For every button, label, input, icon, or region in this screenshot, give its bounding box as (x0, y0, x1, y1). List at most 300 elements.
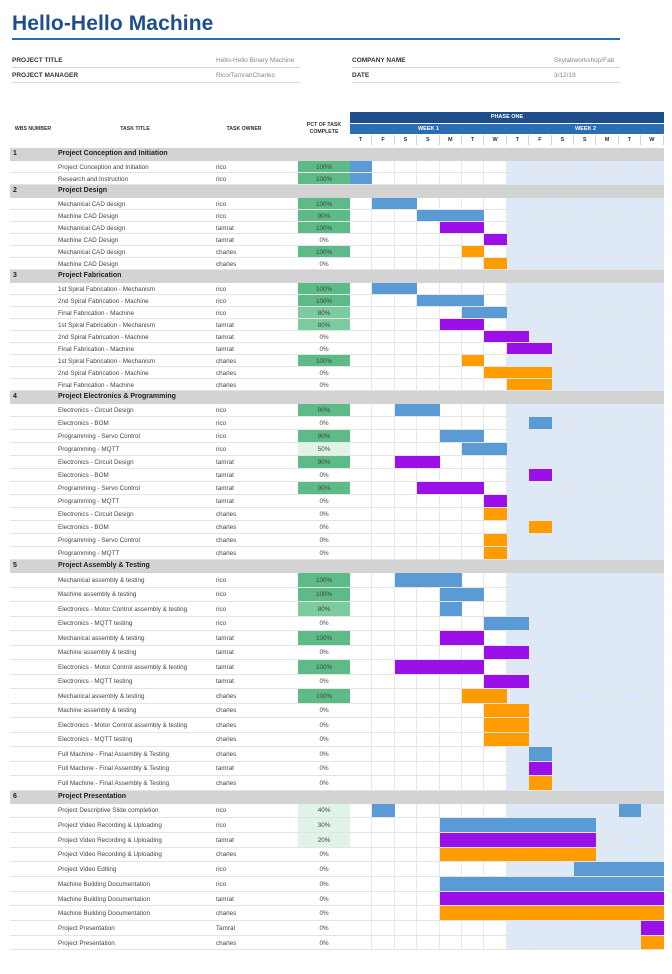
task-row[interactable] (10, 762, 664, 777)
task-row[interactable] (10, 343, 664, 355)
phase-number: 3 (13, 272, 17, 279)
timeline-cell (350, 906, 372, 920)
timeline-cell (596, 456, 618, 468)
task-row[interactable] (10, 776, 664, 791)
timeline-cell (507, 602, 529, 616)
task-pct: 0% (319, 472, 329, 479)
timeline-cell (440, 921, 462, 935)
timeline-cell (350, 762, 372, 776)
timeline-cell (574, 469, 596, 481)
task-bar[interactable] (462, 355, 484, 366)
task-bar[interactable] (462, 246, 484, 257)
task-bar[interactable] (440, 631, 485, 645)
timeline-cell (417, 198, 439, 209)
task-bar[interactable] (440, 906, 664, 920)
task-bar[interactable] (440, 319, 485, 330)
timeline-cell (619, 818, 641, 832)
task-owner: rico (216, 420, 227, 427)
timeline-cell (574, 547, 596, 559)
task-row[interactable] (10, 331, 664, 343)
task-bar[interactable] (484, 234, 506, 245)
task-row[interactable] (10, 704, 664, 719)
task-pct: 100% (315, 576, 333, 584)
timeline-cell (619, 508, 641, 520)
timeline-cell (574, 482, 596, 494)
timeline-grid (350, 547, 664, 559)
timeline-cell (484, 588, 506, 602)
task-row[interactable] (10, 355, 664, 367)
timeline-cell (641, 469, 663, 481)
task-bar[interactable] (484, 495, 506, 507)
timeline-cell (619, 588, 641, 602)
task-row[interactable] (10, 718, 664, 733)
task-bar[interactable] (529, 417, 551, 429)
timeline-cell (440, 733, 462, 747)
timeline-cell (484, 319, 506, 330)
timeline-cell (417, 921, 439, 935)
timeline-cell (350, 588, 372, 602)
timeline-cell (529, 547, 551, 559)
task-pct: 0% (319, 620, 329, 628)
timeline-grid (350, 617, 664, 631)
task-bar[interactable] (529, 469, 551, 481)
timeline-cell (372, 733, 394, 747)
task-bar[interactable] (484, 508, 506, 520)
task-row[interactable] (10, 443, 664, 456)
task-pct: 100% (315, 163, 333, 171)
timeline-cell (417, 379, 439, 390)
timeline-cell (552, 573, 574, 587)
task-row[interactable] (10, 417, 664, 430)
timeline-cell (350, 482, 372, 494)
timeline-cell (641, 804, 663, 818)
timeline-cell (484, 295, 506, 306)
timeline-cell (552, 283, 574, 294)
task-row[interactable] (10, 588, 664, 603)
timeline-cell (350, 892, 372, 906)
timeline-cell (574, 161, 596, 172)
timeline-cell (574, 689, 596, 703)
day-header: T (507, 135, 529, 145)
timeline-cell (641, 443, 663, 455)
task-bar[interactable] (484, 617, 529, 631)
timeline-cell (440, 617, 462, 631)
task-bar[interactable] (440, 588, 485, 602)
timeline-cell (596, 762, 618, 776)
timeline-cell (529, 508, 551, 520)
timeline-cell (350, 631, 372, 645)
timeline-cell (596, 379, 618, 390)
task-owner: charles (216, 736, 237, 744)
task-title: Electronics - Circuit Design (58, 459, 134, 466)
task-bar[interactable] (484, 367, 551, 378)
task-bar[interactable] (462, 689, 507, 703)
task-bar[interactable] (440, 222, 485, 233)
timeline-cell (552, 331, 574, 342)
task-bar[interactable] (440, 430, 485, 442)
task-row[interactable] (10, 877, 664, 892)
phase-name: Project Assembly & Testing (58, 562, 150, 569)
task-row[interactable] (10, 921, 664, 936)
timeline-cell (395, 331, 417, 342)
timeline-cell (574, 246, 596, 257)
timeline-cell (552, 161, 574, 172)
timeline-grid (350, 319, 664, 330)
task-row[interactable] (10, 469, 664, 482)
task-owner: rico (216, 433, 227, 440)
task-bar[interactable] (440, 833, 597, 847)
task-title: Mechanical assembly & testing (58, 576, 145, 584)
timeline-cell (417, 343, 439, 354)
timeline-cell (484, 283, 506, 294)
timeline-cell (462, 646, 484, 660)
task-pct: 100% (315, 357, 333, 365)
timeline-cell (574, 343, 596, 354)
task-row[interactable] (10, 602, 664, 617)
task-owner: charles (216, 511, 237, 518)
day-header: F (529, 135, 551, 145)
timeline-cell (462, 508, 484, 520)
task-row[interactable] (10, 173, 664, 185)
task-row[interactable] (10, 733, 664, 748)
task-row[interactable] (10, 617, 664, 632)
task-bar[interactable] (395, 573, 462, 587)
timeline-cell (619, 379, 641, 390)
task-bar[interactable] (417, 482, 484, 494)
timeline-cell (462, 331, 484, 342)
timeline-cell (350, 573, 372, 587)
timeline-cell (440, 404, 462, 416)
task-row[interactable] (10, 283, 664, 295)
task-bar[interactable] (507, 379, 552, 390)
task-owner: tamrat (216, 345, 234, 353)
task-bar[interactable] (350, 161, 372, 172)
task-bar[interactable] (484, 646, 529, 660)
timeline-cell (372, 646, 394, 660)
timeline-cell (417, 430, 439, 442)
task-bar[interactable] (484, 733, 529, 747)
timeline-cell (596, 617, 618, 631)
task-bar[interactable] (462, 307, 507, 318)
timeline-grid (350, 776, 664, 790)
timeline-cell (552, 482, 574, 494)
day-header: F (372, 135, 394, 145)
timeline-cell (372, 588, 394, 602)
timeline-cell (417, 331, 439, 342)
timeline-cell (350, 804, 372, 818)
timeline-cell (417, 675, 439, 689)
timeline-cell (507, 430, 529, 442)
timeline-cell (641, 319, 663, 330)
timeline-cell (641, 689, 663, 703)
timeline-cell (596, 246, 618, 257)
timeline-cell (395, 906, 417, 920)
task-row[interactable] (10, 456, 664, 469)
timeline-grid (350, 246, 664, 257)
task-bar[interactable] (574, 862, 664, 876)
timeline-cell (552, 295, 574, 306)
task-pct: 0% (319, 381, 329, 389)
timeline-cell (552, 762, 574, 776)
timeline-cell (596, 495, 618, 507)
timeline-cell (619, 367, 641, 378)
task-owner: charles (216, 357, 237, 365)
task-row[interactable] (10, 646, 664, 661)
task-bar[interactable] (484, 675, 529, 689)
task-bar[interactable] (641, 936, 663, 950)
timeline-cell (395, 482, 417, 494)
task-bar[interactable] (417, 210, 484, 221)
timeline-grid (350, 173, 664, 184)
task-row[interactable] (10, 258, 664, 270)
task-row[interactable] (10, 246, 664, 258)
timeline-cell (417, 818, 439, 832)
timeline-cell (507, 534, 529, 546)
task-row[interactable] (10, 295, 664, 307)
task-row[interactable] (10, 804, 664, 819)
timeline-grid (350, 718, 664, 732)
task-row[interactable] (10, 534, 664, 547)
task-bar[interactable] (507, 343, 552, 354)
task-bar[interactable] (440, 602, 462, 616)
timeline-cell (372, 776, 394, 790)
task-bar[interactable] (484, 258, 506, 269)
task-title: Full Machine - Final Assembly & Testing (58, 750, 170, 758)
timeline-cell (372, 762, 394, 776)
task-row[interactable] (10, 547, 664, 560)
timeline-cell (529, 319, 551, 330)
timeline-cell (619, 762, 641, 776)
timeline-cell (596, 646, 618, 660)
task-bar[interactable] (484, 331, 529, 342)
task-bar[interactable] (372, 283, 417, 294)
timeline-grid (350, 521, 664, 533)
task-row[interactable] (10, 936, 664, 951)
task-row[interactable] (10, 307, 664, 319)
timeline-cell (619, 307, 641, 318)
task-row[interactable] (10, 675, 664, 690)
timeline-cell (350, 379, 372, 390)
task-bar[interactable] (395, 660, 485, 674)
timeline-cell (641, 776, 663, 790)
timeline-cell (484, 660, 506, 674)
timeline-cell (619, 936, 641, 950)
task-bar[interactable] (484, 718, 529, 732)
col-header-wbs: WBS NUMBER (14, 126, 52, 132)
timeline-cell (372, 161, 394, 172)
task-row[interactable] (10, 210, 664, 222)
task-row[interactable] (10, 222, 664, 234)
task-pct: 0% (319, 236, 329, 244)
task-owner: charles (216, 692, 237, 700)
task-row[interactable] (10, 892, 664, 907)
task-row[interactable] (10, 508, 664, 521)
task-row[interactable] (10, 660, 664, 675)
timeline-cell (372, 222, 394, 233)
task-bar[interactable] (372, 198, 417, 209)
timeline-cell (596, 355, 618, 366)
timeline-cell (395, 733, 417, 747)
task-owner: charles (216, 537, 237, 544)
timeline-cell (417, 173, 439, 184)
phase-name: Project Design (58, 187, 108, 194)
task-row[interactable] (10, 161, 664, 173)
task-row[interactable] (10, 906, 664, 921)
task-row[interactable] (10, 521, 664, 534)
task-bar[interactable] (395, 456, 440, 468)
timeline-grid (350, 646, 664, 660)
timeline-cell (596, 283, 618, 294)
col-header-owner: TASK OWNER (226, 126, 262, 132)
task-row[interactable] (10, 379, 664, 391)
task-row[interactable] (10, 818, 664, 833)
timeline-cell (619, 469, 641, 481)
task-row[interactable] (10, 198, 664, 210)
timeline-cell (350, 508, 372, 520)
task-owner: rico (216, 620, 227, 628)
timeline-cell (350, 283, 372, 294)
task-row[interactable] (10, 848, 664, 863)
task-row[interactable] (10, 319, 664, 331)
timeline-cell (350, 495, 372, 507)
timeline-cell (372, 343, 394, 354)
project-title-value: Hello-Hello Binary Machine (216, 57, 295, 64)
task-bar[interactable] (417, 295, 484, 306)
task-bar[interactable] (484, 534, 506, 546)
timeline-cell (619, 646, 641, 660)
timeline-cell (484, 173, 506, 184)
timeline-cell (395, 718, 417, 732)
timeline-cell (440, 469, 462, 481)
timeline-cell (395, 521, 417, 533)
timeline-cell (395, 776, 417, 790)
task-bar[interactable] (529, 762, 551, 776)
timeline-cell (574, 210, 596, 221)
timeline-cell (529, 456, 551, 468)
timeline-grid (350, 367, 664, 378)
timeline-cell (619, 547, 641, 559)
timeline-cell (641, 762, 663, 776)
task-bar[interactable] (529, 747, 551, 761)
task-title: Final Fabrication - Machine (58, 345, 134, 353)
task-title: Electronics - BOM (58, 420, 109, 427)
task-bar[interactable] (440, 877, 664, 891)
timeline-cell (619, 495, 641, 507)
timeline-cell (440, 521, 462, 533)
task-title: Mechanical assembly & testing (58, 634, 145, 642)
timeline-cell (395, 921, 417, 935)
task-bar[interactable] (350, 173, 372, 184)
timeline-cell (372, 573, 394, 587)
timeline-cell (596, 307, 618, 318)
task-pct: 0% (319, 895, 329, 903)
task-row[interactable] (10, 689, 664, 704)
task-bar[interactable] (440, 892, 664, 906)
task-row[interactable] (10, 367, 664, 379)
timeline-cell (372, 210, 394, 221)
timeline-cell (641, 521, 663, 533)
timeline-cell (350, 222, 372, 233)
task-owner: charles (216, 707, 237, 715)
task-title: Electronics - MQTT testing (58, 620, 133, 628)
timeline-cell (372, 906, 394, 920)
task-bar[interactable] (440, 848, 597, 862)
task-row[interactable] (10, 573, 664, 588)
task-bar[interactable] (484, 704, 529, 718)
task-row[interactable] (10, 833, 664, 848)
timeline-cell (462, 776, 484, 790)
timeline-cell (552, 718, 574, 732)
timeline-cell (619, 343, 641, 354)
timeline-cell (350, 704, 372, 718)
timeline-cell (395, 258, 417, 269)
task-bar[interactable] (619, 804, 641, 818)
timeline-cell (484, 355, 506, 366)
timeline-cell (574, 258, 596, 269)
task-row[interactable] (10, 862, 664, 877)
timeline-cell (596, 367, 618, 378)
timeline-cell (395, 319, 417, 330)
timeline-cell (462, 617, 484, 631)
timeline-cell (440, 862, 462, 876)
task-bar[interactable] (484, 547, 506, 559)
task-title: 1st Spiral Fabrication - Mechanism (58, 321, 155, 329)
timeline-cell (417, 747, 439, 761)
task-row[interactable] (10, 495, 664, 508)
task-bar[interactable] (440, 818, 597, 832)
timeline-cell (596, 295, 618, 306)
timeline-cell (372, 547, 394, 559)
timeline-cell (417, 862, 439, 876)
timeline-cell (350, 198, 372, 209)
timeline-cell (395, 417, 417, 429)
phase-row (10, 791, 664, 804)
timeline-cell (529, 804, 551, 818)
timeline-cell (574, 617, 596, 631)
task-row[interactable] (10, 631, 664, 646)
timeline-grid (350, 379, 664, 390)
task-pct: 80% (317, 605, 331, 613)
task-owner: charles (216, 939, 237, 947)
timeline-grid (350, 818, 664, 832)
timeline-cell (372, 508, 394, 520)
task-pct: 0% (319, 420, 329, 427)
timeline-cell (484, 417, 506, 429)
task-owner: rico (216, 297, 227, 305)
task-row[interactable] (10, 430, 664, 443)
task-row[interactable] (10, 234, 664, 246)
task-bar[interactable] (529, 776, 551, 790)
timeline-cell (596, 833, 618, 847)
timeline-cell (552, 198, 574, 209)
col-header-pct: PCT OF TASK COMPLETE (306, 122, 342, 135)
task-bar[interactable] (462, 443, 507, 455)
timeline-cell (596, 588, 618, 602)
task-owner: rico (216, 591, 227, 599)
timeline-cell (417, 689, 439, 703)
task-bar[interactable] (641, 921, 663, 935)
task-row[interactable] (10, 747, 664, 762)
task-bar[interactable] (395, 404, 440, 416)
day-header: S (417, 135, 439, 145)
task-row[interactable] (10, 404, 664, 417)
task-title: Electronics - Circuit Design (58, 511, 134, 518)
task-bar[interactable] (372, 804, 394, 818)
task-row[interactable] (10, 482, 664, 495)
task-bar[interactable] (529, 521, 551, 533)
timeline-cell (395, 877, 417, 891)
timeline-cell (552, 689, 574, 703)
